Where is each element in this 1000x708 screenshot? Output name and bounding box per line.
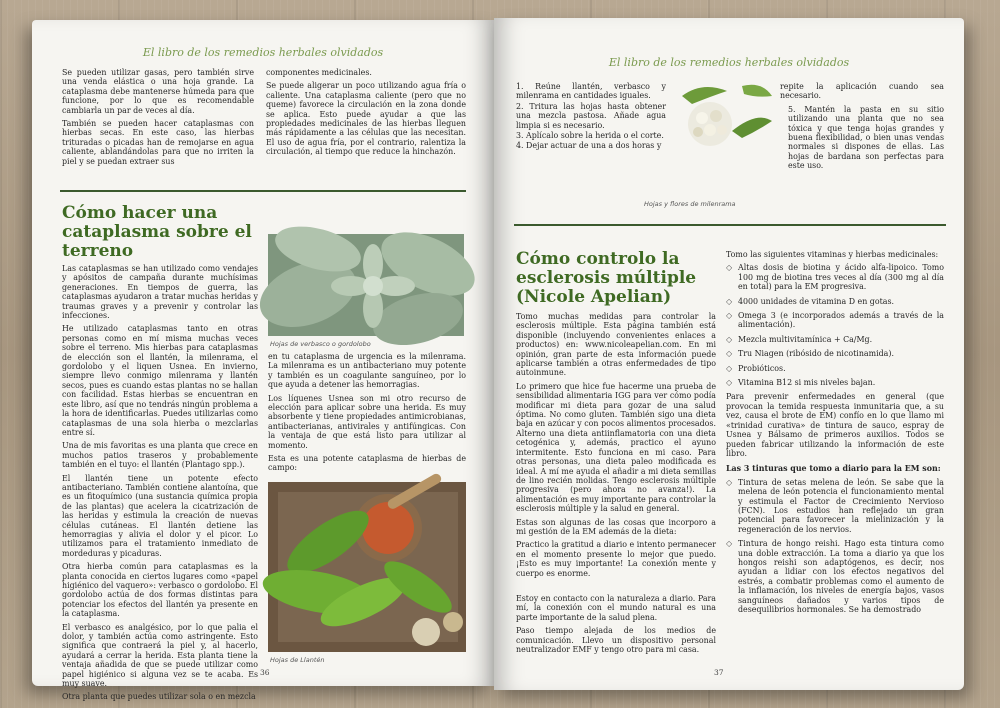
step-item: 1. Reúne llantén, verbasco y milenrama en cantidades iguales. [516,82,666,101]
left-top-column-2 [266,68,466,161]
paragraph: También se pueden hacer cataplasmas con hierbas secas. En este caso, las hierbas trituradas o picadas han de remojarse en agua caliente, ablandándolas para que no irriten la piel y se puedan extraer sus [62,119,254,166]
list-item: ◇ Tintura de setas melena de león. Se sabe que la melena de león potencia el funcionamiento mental y estimula el Factor de Crecimiento Nervioso (FCN). Los estudios han reflejado un gran potencial para favorecer la mielinización y la regeneración de los nervios. [726,478,944,534]
yarrow-caption: Hojas y flores de milenrama [644,200,736,208]
left-top-column-1 [62,68,254,170]
paragraph: Esta es una potente cataplasma de hierbas de campo: [268,454,466,473]
right-page [494,18,964,690]
tinctures-heading: Las 3 tinturas que tomo a diario para la EM son: [726,464,941,474]
running-head-left: El libro de los remedios herbales olvidados [142,46,384,59]
section-title: Cómo controlo la esclerosis múltiple (Nicole Apelian) [516,249,697,307]
paragraph: Una de mis favoritas es una planta que crece en muchos patios traseros y probablemente también en el tuyo: el llantén (Plantago spp.). [62,441,258,470]
paragraph: en tu cataplasma de urgencia es la milenrama. La milenrama es un antibacteriano muy potente y también es un coagulante sanguíneo, por lo que ayuda a detener las hemorragias. [268,352,466,390]
verbascum-caption: Hojas de verbasco o gordolobo [270,340,371,348]
list-item: ◇ Vitamina B12 si mis niveles bajan. [726,378,944,387]
verbascum-photo [268,234,464,336]
left-page [32,20,494,702]
paragraph: El verbasco es analgésico, por lo que palia el dolor, y también actúa como astringente. Esto significa que contraerá la piel y, al hacerlo, ayudará a cerrar la herida. Esta planta tiene la ventaja añadida de que se puede utilizar como papel higiénico si alguna vez se te acaba. Es muy suave. [62,622,258,689]
paragraph: repite la aplicación cuando sea necesario. [780,82,944,101]
list-item: ◇ Tintura de hongo reishi. Hago esta tintura como una doble extracción. La toma a diario ya que los hongos reishi son adaptógenos, es decir, nos ayudan a lidiar con los efectos negativos del estrés, a combatir problemas como el aumento de la inflamación, los niveles de energía bajos, vasos sanguíneos dañados y varios tipos de desequilibrios hormonales. Se ha demostrado [726,539,944,614]
paragraph: Otra planta que puedes utilizar sola o en mezcla [62,692,256,702]
plantain-caption: Hojas de Llantén [270,656,325,664]
left-body-column-2 [268,352,466,477]
step-continue-text [780,82,944,175]
paragraph: Las cataplasmas se han utilizado como vendajes y apósitos de campaña durante muchísimas generaciones. En tiempos de guerra, las cataplasmas ayudaron a tratar muchas heridas y traumas graves y a prevenir y controlar las infecciones. [62,264,258,321]
paragraph [516,582,716,590]
paragraph: Los líquenes Usnea son mi otro recurso de elección para aplicar sobre una herida. Es muy absorbente y tiene propiedades antimicrobianas, antibacterianas, antivirales y antifúngicas. Con la ventaja de que está listo para utilizar al momento. [268,393,466,450]
left-body-column-1 [62,264,258,706]
page-number-left: 36 [260,668,270,677]
paragraph: Paso tiempo alejada de los medios de comunicación. Llevo un dispositivo personal neutralizador EMF y tengo otro para mi casa. [516,626,716,654]
list-item: ◇ Altas dosis de biotina y ácido alfa-lipoico. Tomo 100 mg de biotina tres veces al día (300 mg al día en total) para la EM progresiva. [726,263,944,291]
paragraph: Se pueden utilizar gasas, pero también sirve una venda elástica o una hoja grande. La cataplasma debe mantenerse húmeda para que funcione, por lo que es recomendable cambiarla un par de veces al día. [62,68,254,115]
page-number-right: 37 [714,668,724,677]
paragraph: Estoy en contacto con la naturaleza a diario. Para mí, la conexión con el mundo natural es una parte importante de la salud plena. [516,593,716,622]
paragraph: Estas son algunas de las cosas que incorporo a mi gestión de la EM además de la dieta: [516,517,716,536]
vitamin-list [726,263,944,387]
paragraph: El llantén tiene un potente efecto antibacteriano. También contiene alantoína, que es un fitoquímico (una sustancia química propia de las plantas) que acelera la cicatrización de las heridas y estimula la creación de nuevas células cutáneas. El llantén detiene las hemorragias y alivia el dolor y el picor. Lo utilizamos para el tratamiento inmediato de mordeduras y picaduras. [62,473,258,558]
steps-list [516,82,666,152]
running-head-right: El libro de los remedios herbales olvidados [608,56,850,69]
paragraph: Tomo muchas medidas para controlar la esclerosis múltiple. Esta página también está disponible (incluyendo convenientes enlaces a productos) en: www.nicoleapelian.com. En mi opinión, gran parte de esta información puede aplicarse también a otras enfermedades de tipo autoinmune. [516,312,716,378]
paragraph: Otra hierba común para cataplasmas es la planta conocida en ciertos lugares como «papel higiénico del vaquero»: verbasco o gordolobo. El gordolobo actúa de dos formas distintas para potenciar los efectos del llantén ya presente en la cataplasma. [62,562,258,619]
paragraph: Practico la gratitud a diario e intento permanecer en el momento presente lo mejor que puedo. ¡Esto es muy importante! La conexión mente y cuerpo es enorme. [516,540,716,578]
paragraph: Se puede aligerar un poco utilizando agua fría o caliente. Una cataplasma caliente (pero que no queme) favorece la circulación en la zona donde se aplica. Esto puede ayudar a que las propiedades medicinales de las hierbas lleguen más rápidamente a las células que las necesitan. El uso de agua fría, por el contrario, ralentiza la circulación, al tiempo que reduce la hinchazón. [266,81,466,157]
step-item: 3. Aplícalo sobre la herida o el corte. [516,131,664,141]
list-item: ◇ Probióticos. [726,364,944,373]
section-title: Cómo hacer una cataplasma sobre el terreno [62,203,252,261]
right-body-column-2 [726,250,944,619]
list-item: ◇ 4000 unidades de vitamina D en gotas. [726,297,944,306]
step-item: 5. Mantén la pasta en su sitio utilizando una planta que no sea tóxica y que tenga hojas grandes y buena flexibilidad, o bien unas vendas normales si dispones de ellas. Las hojas de bardana son perfectas para este uso. [788,104,944,171]
plantain-photo [268,482,466,652]
list-item: ◇ Omega 3 (e incorporados además a través de la alimentación). [726,311,944,330]
tincture-list [726,478,944,615]
right-body-column-1 [516,312,716,658]
yarrow-photo [672,76,776,156]
paragraph: Tomo las siguientes vitaminas y hierbas medicinales: [726,250,939,259]
section-divider [60,190,466,192]
list-item: ◇ Tru Niagen (ribósido de nicotinamida). [726,349,944,358]
paragraph: He utilizado cataplasmas tanto en otras personas como en mí misma muchas veces sobre el terreno. Mis hierbas para cataplasmas de elección son el llantén, la milenrama, el gordolobo y el liquen Usnea. En invierno, siempre llevo conmigo milenrama y llantén secos, pues es cuando estas plantas no se hallan con facilidad. Estas hierbas se encuentran en este libro, así que no tendrás ningún problema a la hora de identificarlas. Puedes utilizarlas como cataplasmas de una sola hierba o mezclarlas entre sí. [62,324,258,437]
list-item: ◇ Mezcla multivitamínica + Ca/Mg. [726,335,944,344]
step-item: 2. Tritura las hojas hasta obtener una mezcla pastosa. Añade agua limpia si es necesario. [516,101,666,130]
step-item: 4. Dejar actuar de una a dos horas y [516,141,662,151]
paragraph: Para prevenir enfermedades en general (que provocan la temida respuesta inmunitaria que, a su vez, causa el brote de EM) confío en lo que llamo mi «trinidad curativa» de tintura de sauco, espray de Usnea y Bálsamo de primeros auxilios. Todos se pueden fabricar utilizando la información de este libro. [726,392,944,458]
paragraph: componentes medicinales. [266,68,372,77]
section-divider [514,224,946,226]
paragraph: Lo primero que hice fue hacerme una prueba de sensibilidad alimentaria IGG para ver cómo podía modificar mi dieta para gozar de una salud óptima. No como gluten. También sigo una dieta baja en azúcar y con pocos alimentos procesados. Alterno una dieta antiinflamatoria con una dieta cetogénica y, además, practico el ayuno intermitente. Esto funciona en mi caso. Para otras personas, una dieta paleo modificada es ideal. A mí me ayuda el añadir a mi dieta semillas de lino recién molidas. Tengo esclerosis múltiple progresiva (pero ahora no avanza!). La alimentación es muy importante para controlar la esclerosis múltiple y la salud en general. [516,381,716,514]
